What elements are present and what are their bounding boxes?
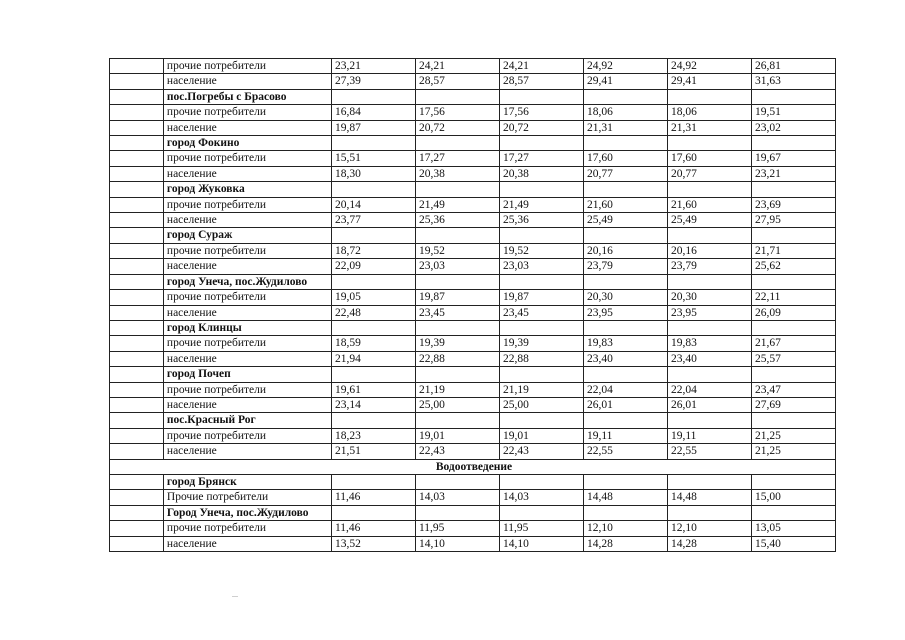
row-index-cell bbox=[110, 197, 164, 212]
empty-cell bbox=[415, 89, 499, 104]
tariff-value: 23,77 bbox=[331, 213, 415, 228]
empty-cell bbox=[751, 136, 835, 151]
empty-cell bbox=[583, 320, 667, 335]
empty-cell bbox=[499, 367, 583, 382]
tariff-value: 21,19 bbox=[415, 382, 499, 397]
section-title: город Фокино bbox=[163, 136, 331, 151]
tariff-table-body bbox=[110, 59, 836, 552]
empty-cell bbox=[667, 89, 751, 104]
consumer-label: население bbox=[163, 166, 331, 181]
empty-cell bbox=[667, 274, 751, 289]
empty-cell bbox=[331, 367, 415, 382]
scan-artifact bbox=[232, 596, 238, 597]
tariff-value: 22,48 bbox=[331, 305, 415, 320]
table-row bbox=[110, 197, 836, 212]
tariff-value: 21,49 bbox=[499, 197, 583, 212]
row-index-cell bbox=[110, 120, 164, 135]
category-row bbox=[110, 459, 836, 474]
tariff-table bbox=[109, 58, 836, 552]
category-title: Водоотведение bbox=[110, 459, 836, 474]
empty-cell bbox=[583, 474, 667, 489]
empty-cell bbox=[667, 228, 751, 243]
empty-cell bbox=[415, 413, 499, 428]
tariff-value: 23,03 bbox=[499, 259, 583, 274]
tariff-value: 23,40 bbox=[667, 351, 751, 366]
tariff-value: 19,05 bbox=[331, 290, 415, 305]
section-header-row bbox=[110, 274, 836, 289]
empty-cell bbox=[667, 474, 751, 489]
empty-cell bbox=[751, 228, 835, 243]
table-row bbox=[110, 305, 836, 320]
row-index-cell bbox=[110, 243, 164, 258]
empty-cell bbox=[667, 182, 751, 197]
tariff-value: 21,31 bbox=[667, 120, 751, 135]
consumer-label: население bbox=[163, 74, 331, 89]
empty-cell bbox=[583, 136, 667, 151]
empty-cell bbox=[751, 274, 835, 289]
tariff-value: 26,01 bbox=[583, 397, 667, 412]
tariff-value: 25,00 bbox=[415, 397, 499, 412]
section-header-row bbox=[110, 182, 836, 197]
row-index-cell bbox=[110, 166, 164, 181]
tariff-value: 22,43 bbox=[499, 444, 583, 459]
tariff-value: 20,30 bbox=[583, 290, 667, 305]
tariff-value: 17,27 bbox=[415, 151, 499, 166]
tariff-value: 21,71 bbox=[751, 243, 835, 258]
tariff-value: 22,04 bbox=[583, 382, 667, 397]
tariff-value: 21,51 bbox=[331, 444, 415, 459]
table-row bbox=[110, 428, 836, 443]
table-row bbox=[110, 536, 836, 551]
empty-cell bbox=[331, 228, 415, 243]
row-index-cell bbox=[110, 320, 164, 335]
tariff-value: 19,39 bbox=[415, 336, 499, 351]
row-index-cell bbox=[110, 428, 164, 443]
row-index-cell bbox=[110, 151, 164, 166]
consumer-label: население bbox=[163, 444, 331, 459]
tariff-value: 11,95 bbox=[499, 521, 583, 536]
empty-cell bbox=[751, 413, 835, 428]
row-index-cell bbox=[110, 89, 164, 104]
tariff-value: 18,23 bbox=[331, 428, 415, 443]
tariff-value: 11,46 bbox=[331, 521, 415, 536]
section-header-row bbox=[110, 413, 836, 428]
empty-cell bbox=[331, 136, 415, 151]
tariff-value: 21,60 bbox=[583, 197, 667, 212]
empty-cell bbox=[751, 474, 835, 489]
section-header-row bbox=[110, 228, 836, 243]
tariff-value: 19,83 bbox=[583, 336, 667, 351]
row-index-cell bbox=[110, 351, 164, 366]
consumer-label: прочие потребители bbox=[163, 105, 331, 120]
empty-cell bbox=[667, 505, 751, 520]
tariff-value: 26,81 bbox=[751, 59, 835, 74]
empty-cell bbox=[415, 320, 499, 335]
tariff-value: 25,00 bbox=[499, 397, 583, 412]
empty-cell bbox=[499, 474, 583, 489]
tariff-value: 27,95 bbox=[751, 213, 835, 228]
tariff-value: 24,21 bbox=[415, 59, 499, 74]
tariff-value: 19,01 bbox=[415, 428, 499, 443]
tariff-value: 22,88 bbox=[499, 351, 583, 366]
section-title: город Брянск bbox=[163, 474, 331, 489]
tariff-value: 27,69 bbox=[751, 397, 835, 412]
tariff-value: 18,06 bbox=[667, 105, 751, 120]
tariff-value: 26,01 bbox=[667, 397, 751, 412]
tariff-value: 23,95 bbox=[667, 305, 751, 320]
tariff-value: 17,27 bbox=[499, 151, 583, 166]
row-index-cell bbox=[110, 397, 164, 412]
section-header-row bbox=[110, 320, 836, 335]
tariff-value: 18,06 bbox=[583, 105, 667, 120]
tariff-value: 19,67 bbox=[751, 151, 835, 166]
tariff-value: 22,88 bbox=[415, 351, 499, 366]
empty-cell bbox=[583, 413, 667, 428]
tariff-value: 22,04 bbox=[667, 382, 751, 397]
tariff-value: 23,02 bbox=[751, 120, 835, 135]
tariff-value: 19,83 bbox=[667, 336, 751, 351]
empty-cell bbox=[583, 228, 667, 243]
row-index-cell bbox=[110, 290, 164, 305]
table-row bbox=[110, 166, 836, 181]
consumer-label: Прочие потребители bbox=[163, 490, 331, 505]
consumer-label: прочие потребители bbox=[163, 151, 331, 166]
tariff-value: 19,52 bbox=[499, 243, 583, 258]
row-index-cell bbox=[110, 490, 164, 505]
tariff-value: 24,92 bbox=[583, 59, 667, 74]
tariff-value: 14,48 bbox=[667, 490, 751, 505]
empty-cell bbox=[667, 320, 751, 335]
tariff-value: 11,46 bbox=[331, 490, 415, 505]
tariff-value: 14,48 bbox=[583, 490, 667, 505]
empty-cell bbox=[499, 182, 583, 197]
consumer-label: прочие потребители bbox=[163, 521, 331, 536]
tariff-value: 22,55 bbox=[667, 444, 751, 459]
tariff-value: 17,60 bbox=[583, 151, 667, 166]
section-title: пос.Погребы с Брасово bbox=[163, 89, 331, 104]
tariff-value: 21,94 bbox=[331, 351, 415, 366]
empty-cell bbox=[667, 136, 751, 151]
table-row bbox=[110, 397, 836, 412]
tariff-value: 24,92 bbox=[667, 59, 751, 74]
tariff-value: 22,55 bbox=[583, 444, 667, 459]
empty-cell bbox=[415, 228, 499, 243]
section-title: город Сураж bbox=[163, 228, 331, 243]
consumer-label: население bbox=[163, 536, 331, 551]
tariff-value: 20,38 bbox=[499, 166, 583, 181]
empty-cell bbox=[415, 274, 499, 289]
tariff-value: 20,38 bbox=[415, 166, 499, 181]
table-row bbox=[110, 444, 836, 459]
tariff-value: 16,84 bbox=[331, 105, 415, 120]
tariff-value: 11,95 bbox=[415, 521, 499, 536]
row-index-cell bbox=[110, 382, 164, 397]
empty-cell bbox=[331, 89, 415, 104]
table-row bbox=[110, 243, 836, 258]
tariff-value: 13,52 bbox=[331, 536, 415, 551]
tariff-value: 19,52 bbox=[415, 243, 499, 258]
row-index-cell bbox=[110, 182, 164, 197]
section-header-row bbox=[110, 89, 836, 104]
tariff-value: 22,43 bbox=[415, 444, 499, 459]
tariff-value: 19,87 bbox=[499, 290, 583, 305]
tariff-value: 19,11 bbox=[583, 428, 667, 443]
table-row bbox=[110, 151, 836, 166]
tariff-value: 19,51 bbox=[751, 105, 835, 120]
tariff-value: 22,09 bbox=[331, 259, 415, 274]
tariff-value: 20,77 bbox=[667, 166, 751, 181]
section-title: город Клинцы bbox=[163, 320, 331, 335]
empty-cell bbox=[415, 182, 499, 197]
tariff-value: 21,67 bbox=[751, 336, 835, 351]
tariff-value: 17,56 bbox=[499, 105, 583, 120]
table-row bbox=[110, 259, 836, 274]
consumer-label: население bbox=[163, 351, 331, 366]
tariff-value: 14,03 bbox=[415, 490, 499, 505]
tariff-value: 23,47 bbox=[751, 382, 835, 397]
tariff-value: 27,39 bbox=[331, 74, 415, 89]
empty-cell bbox=[583, 367, 667, 382]
table-row bbox=[110, 290, 836, 305]
tariff-value: 25,49 bbox=[667, 213, 751, 228]
table-row bbox=[110, 213, 836, 228]
tariff-value: 21,25 bbox=[751, 428, 835, 443]
tariff-value: 25,49 bbox=[583, 213, 667, 228]
empty-cell bbox=[331, 274, 415, 289]
table-row bbox=[110, 120, 836, 135]
tariff-value: 19,87 bbox=[331, 120, 415, 135]
empty-cell bbox=[583, 274, 667, 289]
tariff-value: 15,40 bbox=[751, 536, 835, 551]
row-index-cell bbox=[110, 274, 164, 289]
consumer-label: население bbox=[163, 213, 331, 228]
tariff-value: 15,51 bbox=[331, 151, 415, 166]
consumer-label: прочие потребители bbox=[163, 382, 331, 397]
consumer-label: прочие потребители bbox=[163, 428, 331, 443]
consumer-label: население bbox=[163, 259, 331, 274]
empty-cell bbox=[751, 505, 835, 520]
table-row bbox=[110, 490, 836, 505]
section-title: город Жуковка bbox=[163, 182, 331, 197]
tariff-value: 12,10 bbox=[583, 521, 667, 536]
consumer-label: прочие потребители bbox=[163, 59, 331, 74]
tariff-value: 20,16 bbox=[667, 243, 751, 258]
row-index-cell bbox=[110, 367, 164, 382]
tariff-value: 23,45 bbox=[499, 305, 583, 320]
tariff-value: 20,77 bbox=[583, 166, 667, 181]
table-row bbox=[110, 105, 836, 120]
tariff-value: 20,72 bbox=[499, 120, 583, 135]
empty-cell bbox=[331, 320, 415, 335]
consumer-label: прочие потребители bbox=[163, 243, 331, 258]
tariff-value: 23,03 bbox=[415, 259, 499, 274]
tariff-value: 21,19 bbox=[499, 382, 583, 397]
section-title: пос.Красный Рог bbox=[163, 413, 331, 428]
row-index-cell bbox=[110, 105, 164, 120]
tariff-value: 15,00 bbox=[751, 490, 835, 505]
section-title: город Унеча, пос.Жудилово bbox=[163, 274, 331, 289]
tariff-value: 21,25 bbox=[751, 444, 835, 459]
empty-cell bbox=[499, 136, 583, 151]
consumer-label: прочие потребители bbox=[163, 336, 331, 351]
tariff-value: 22,11 bbox=[751, 290, 835, 305]
empty-cell bbox=[499, 413, 583, 428]
tariff-value: 18,59 bbox=[331, 336, 415, 351]
tariff-value: 23,45 bbox=[415, 305, 499, 320]
tariff-value: 17,60 bbox=[667, 151, 751, 166]
consumer-label: население bbox=[163, 397, 331, 412]
empty-cell bbox=[499, 505, 583, 520]
tariff-value: 14,10 bbox=[415, 536, 499, 551]
empty-cell bbox=[667, 367, 751, 382]
tariff-value: 19,87 bbox=[415, 290, 499, 305]
tariff-value: 21,49 bbox=[415, 197, 499, 212]
tariff-value: 23,21 bbox=[751, 166, 835, 181]
tariff-value: 18,30 bbox=[331, 166, 415, 181]
empty-cell bbox=[751, 182, 835, 197]
tariff-value: 25,57 bbox=[751, 351, 835, 366]
row-index-cell bbox=[110, 336, 164, 351]
tariff-value: 21,31 bbox=[583, 120, 667, 135]
consumer-label: прочие потребители bbox=[163, 197, 331, 212]
tariff-value: 29,41 bbox=[583, 74, 667, 89]
consumer-label: прочие потребители bbox=[163, 290, 331, 305]
row-index-cell bbox=[110, 505, 164, 520]
empty-cell bbox=[751, 367, 835, 382]
tariff-value: 19,39 bbox=[499, 336, 583, 351]
consumer-label: население bbox=[163, 305, 331, 320]
tariff-value: 25,36 bbox=[415, 213, 499, 228]
tariff-value: 23,95 bbox=[583, 305, 667, 320]
empty-cell bbox=[751, 320, 835, 335]
empty-cell bbox=[583, 89, 667, 104]
tariff-value: 23,69 bbox=[751, 197, 835, 212]
empty-cell bbox=[331, 182, 415, 197]
tariff-value: 20,30 bbox=[667, 290, 751, 305]
empty-cell bbox=[499, 228, 583, 243]
table-row bbox=[110, 521, 836, 536]
empty-cell bbox=[499, 89, 583, 104]
empty-cell bbox=[499, 274, 583, 289]
tariff-value: 14,10 bbox=[499, 536, 583, 551]
row-index-cell bbox=[110, 74, 164, 89]
section-header-row bbox=[110, 367, 836, 382]
empty-cell bbox=[415, 367, 499, 382]
tariff-value: 23,79 bbox=[583, 259, 667, 274]
tariff-value: 23,14 bbox=[331, 397, 415, 412]
row-index-cell bbox=[110, 413, 164, 428]
tariff-value: 23,40 bbox=[583, 351, 667, 366]
tariff-value: 13,05 bbox=[751, 521, 835, 536]
empty-cell bbox=[331, 413, 415, 428]
empty-cell bbox=[751, 89, 835, 104]
tariff-value: 14,28 bbox=[583, 536, 667, 551]
tariff-value: 20,72 bbox=[415, 120, 499, 135]
section-header-row bbox=[110, 505, 836, 520]
empty-cell bbox=[667, 413, 751, 428]
tariff-value: 28,57 bbox=[415, 74, 499, 89]
tariff-value: 19,61 bbox=[331, 382, 415, 397]
tariff-value: 19,01 bbox=[499, 428, 583, 443]
tariff-value: 14,28 bbox=[667, 536, 751, 551]
section-header-row bbox=[110, 136, 836, 151]
empty-cell bbox=[331, 474, 415, 489]
section-title: город Почеп bbox=[163, 367, 331, 382]
tariff-value: 20,14 bbox=[331, 197, 415, 212]
tariff-value: 25,62 bbox=[751, 259, 835, 274]
empty-cell bbox=[583, 182, 667, 197]
tariff-value: 14,03 bbox=[499, 490, 583, 505]
row-index-cell bbox=[110, 444, 164, 459]
table-row bbox=[110, 59, 836, 74]
row-index-cell bbox=[110, 305, 164, 320]
consumer-label: население bbox=[163, 120, 331, 135]
row-index-cell bbox=[110, 259, 164, 274]
row-index-cell bbox=[110, 213, 164, 228]
section-title: Город Унеча, пос.Жудилово bbox=[163, 505, 331, 520]
empty-cell bbox=[499, 320, 583, 335]
tariff-value: 28,57 bbox=[499, 74, 583, 89]
tariff-value: 18,72 bbox=[331, 243, 415, 258]
tariff-value: 20,16 bbox=[583, 243, 667, 258]
tariff-value: 29,41 bbox=[667, 74, 751, 89]
tariff-value: 24,21 bbox=[499, 59, 583, 74]
empty-cell bbox=[415, 136, 499, 151]
tariff-value: 31,63 bbox=[751, 74, 835, 89]
row-index-cell bbox=[110, 136, 164, 151]
empty-cell bbox=[331, 505, 415, 520]
section-header-row bbox=[110, 474, 836, 489]
tariff-value: 25,36 bbox=[499, 213, 583, 228]
tariff-value: 23,21 bbox=[331, 59, 415, 74]
tariff-value: 19,11 bbox=[667, 428, 751, 443]
empty-cell bbox=[583, 505, 667, 520]
tariff-value: 17,56 bbox=[415, 105, 499, 120]
table-row bbox=[110, 74, 836, 89]
row-index-cell bbox=[110, 228, 164, 243]
table-row bbox=[110, 382, 836, 397]
empty-cell bbox=[415, 474, 499, 489]
row-index-cell bbox=[110, 536, 164, 551]
row-index-cell bbox=[110, 521, 164, 536]
tariff-value: 12,10 bbox=[667, 521, 751, 536]
empty-cell bbox=[415, 505, 499, 520]
table-row bbox=[110, 336, 836, 351]
tariff-value: 21,60 bbox=[667, 197, 751, 212]
row-index-cell bbox=[110, 59, 164, 74]
table-row bbox=[110, 351, 836, 366]
row-index-cell bbox=[110, 474, 164, 489]
tariff-value: 23,79 bbox=[667, 259, 751, 274]
tariff-value: 26,09 bbox=[751, 305, 835, 320]
